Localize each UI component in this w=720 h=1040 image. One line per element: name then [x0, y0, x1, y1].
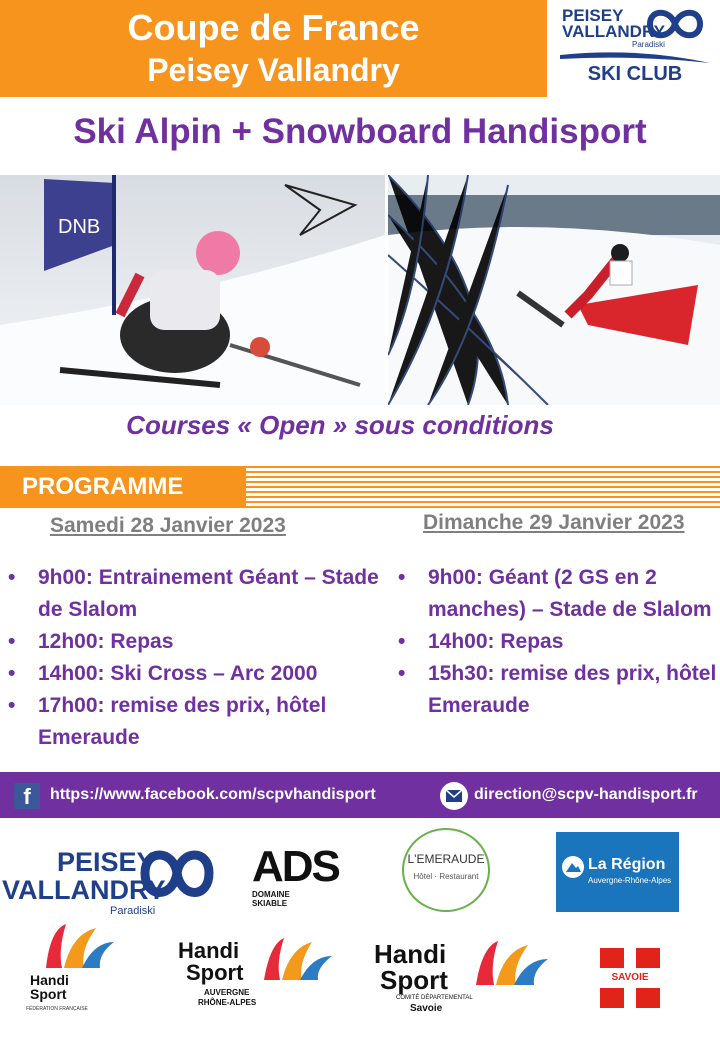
handisport-mark-icon	[470, 937, 550, 987]
open-races-note: Courses « Open » sous conditions	[126, 410, 554, 440]
photo-snowboarder	[388, 175, 720, 405]
sunday-date: Dimanche 29 Janvier 2023	[423, 511, 685, 534]
hsav-line1: Handi	[374, 939, 447, 969]
handisport-ara-logo	[178, 930, 333, 1015]
ski-club-logo	[552, 2, 718, 97]
list-item: • 14h00: Repas	[398, 626, 718, 658]
emeraude-sub: Hôtel · Restaurant	[413, 872, 479, 881]
hsav-sub1: COMITÉ DÉPARTEMENTAL	[396, 995, 473, 1001]
saturday-date: Samedi 28 Janvier 2023	[50, 514, 286, 537]
hara-line1: Handi	[178, 938, 240, 963]
header-title-line1: Coupe de France	[127, 7, 420, 48]
photo-sit-skier	[0, 175, 385, 405]
facebook-icon[interactable]: f	[14, 783, 40, 809]
handisport-savoie-logo	[374, 935, 549, 1020]
programme-heading: PROGRAMME	[0, 466, 246, 508]
ads-sub1: DOMAINE	[252, 890, 290, 899]
club-logo-line1: PEISEY	[562, 6, 624, 25]
list-item: • 17h00: remise des prix, hôtel Emeraude	[8, 690, 380, 754]
hf-line2: Sport	[30, 986, 67, 1002]
region-line2: Auvergne-Rhône-Alpes	[588, 876, 672, 885]
list-item: • 15h30: remise des prix, hôtel Emeraude	[398, 658, 718, 722]
list-item: • 12h00: Repas	[8, 626, 380, 658]
handisport-mark-icon	[258, 934, 334, 982]
handisport-mark-icon	[36, 920, 116, 970]
hf-line1: Handi	[30, 972, 69, 988]
hf-sub: FÉDÉRATION FRANÇAISE	[26, 1006, 88, 1012]
saturday-schedule	[8, 562, 380, 754]
peisey-line1: PEISEY	[57, 847, 155, 877]
peisey-line2: VALLANDRY	[2, 875, 166, 905]
la-region-logo	[556, 832, 679, 912]
gate-banner-text: DNB	[58, 216, 101, 238]
hsav-line2: Sport	[380, 965, 448, 995]
hsav-sub2: Savoie	[410, 1003, 443, 1014]
facebook-link[interactable]: https://www.facebook.com/scpvhandisport	[50, 786, 376, 803]
programme-stripes	[246, 466, 720, 508]
club-logo-club: SKI CLUB	[587, 63, 683, 85]
club-logo-sub: Paradiski	[632, 40, 665, 49]
club-logo-line2: VALLANDRY	[562, 22, 665, 41]
savoie-name: SAVOIE	[611, 972, 649, 983]
region-line1: La Région	[588, 856, 666, 873]
list-item: • 9h00: Géant (2 GS en 2 manches) – Stade de Slalom	[398, 562, 718, 626]
savoie-logo	[600, 948, 660, 1008]
list-item: • 9h00: Entrainement Géant – Stade de Slalom	[8, 562, 380, 626]
hara-line2: Sport	[186, 960, 244, 985]
hara-sub2: RHÔNE-ALPES	[198, 998, 257, 1007]
infinity-heart-icon	[640, 4, 710, 44]
emeraude-logo	[402, 828, 490, 912]
header-banner	[0, 0, 547, 97]
mountain-icon	[562, 856, 584, 878]
emeraude-name: L'EMERAUDE	[407, 852, 485, 866]
list-item: • 14h00: Ski Cross – Arc 2000	[8, 658, 380, 690]
event-subtitle: Ski Alpin + Snowboard Handisport	[73, 112, 647, 151]
email-link[interactable]: direction@scpv-handisport.fr	[474, 786, 698, 803]
handisport-ff-logo	[26, 920, 116, 1024]
ads-domaine-skiable-logo	[252, 842, 348, 912]
hara-sub1: AUVERGNE	[204, 988, 250, 997]
peisey-vallandry-logo	[2, 843, 217, 921]
ads-main: ADS	[252, 842, 339, 891]
header-title-line2: Peisey Vallandry	[147, 52, 400, 88]
peisey-sub: Paradiski	[110, 905, 156, 917]
ads-sub2: SKIABLE	[252, 899, 288, 908]
email-icon[interactable]	[440, 782, 468, 810]
sunday-schedule	[398, 562, 718, 722]
